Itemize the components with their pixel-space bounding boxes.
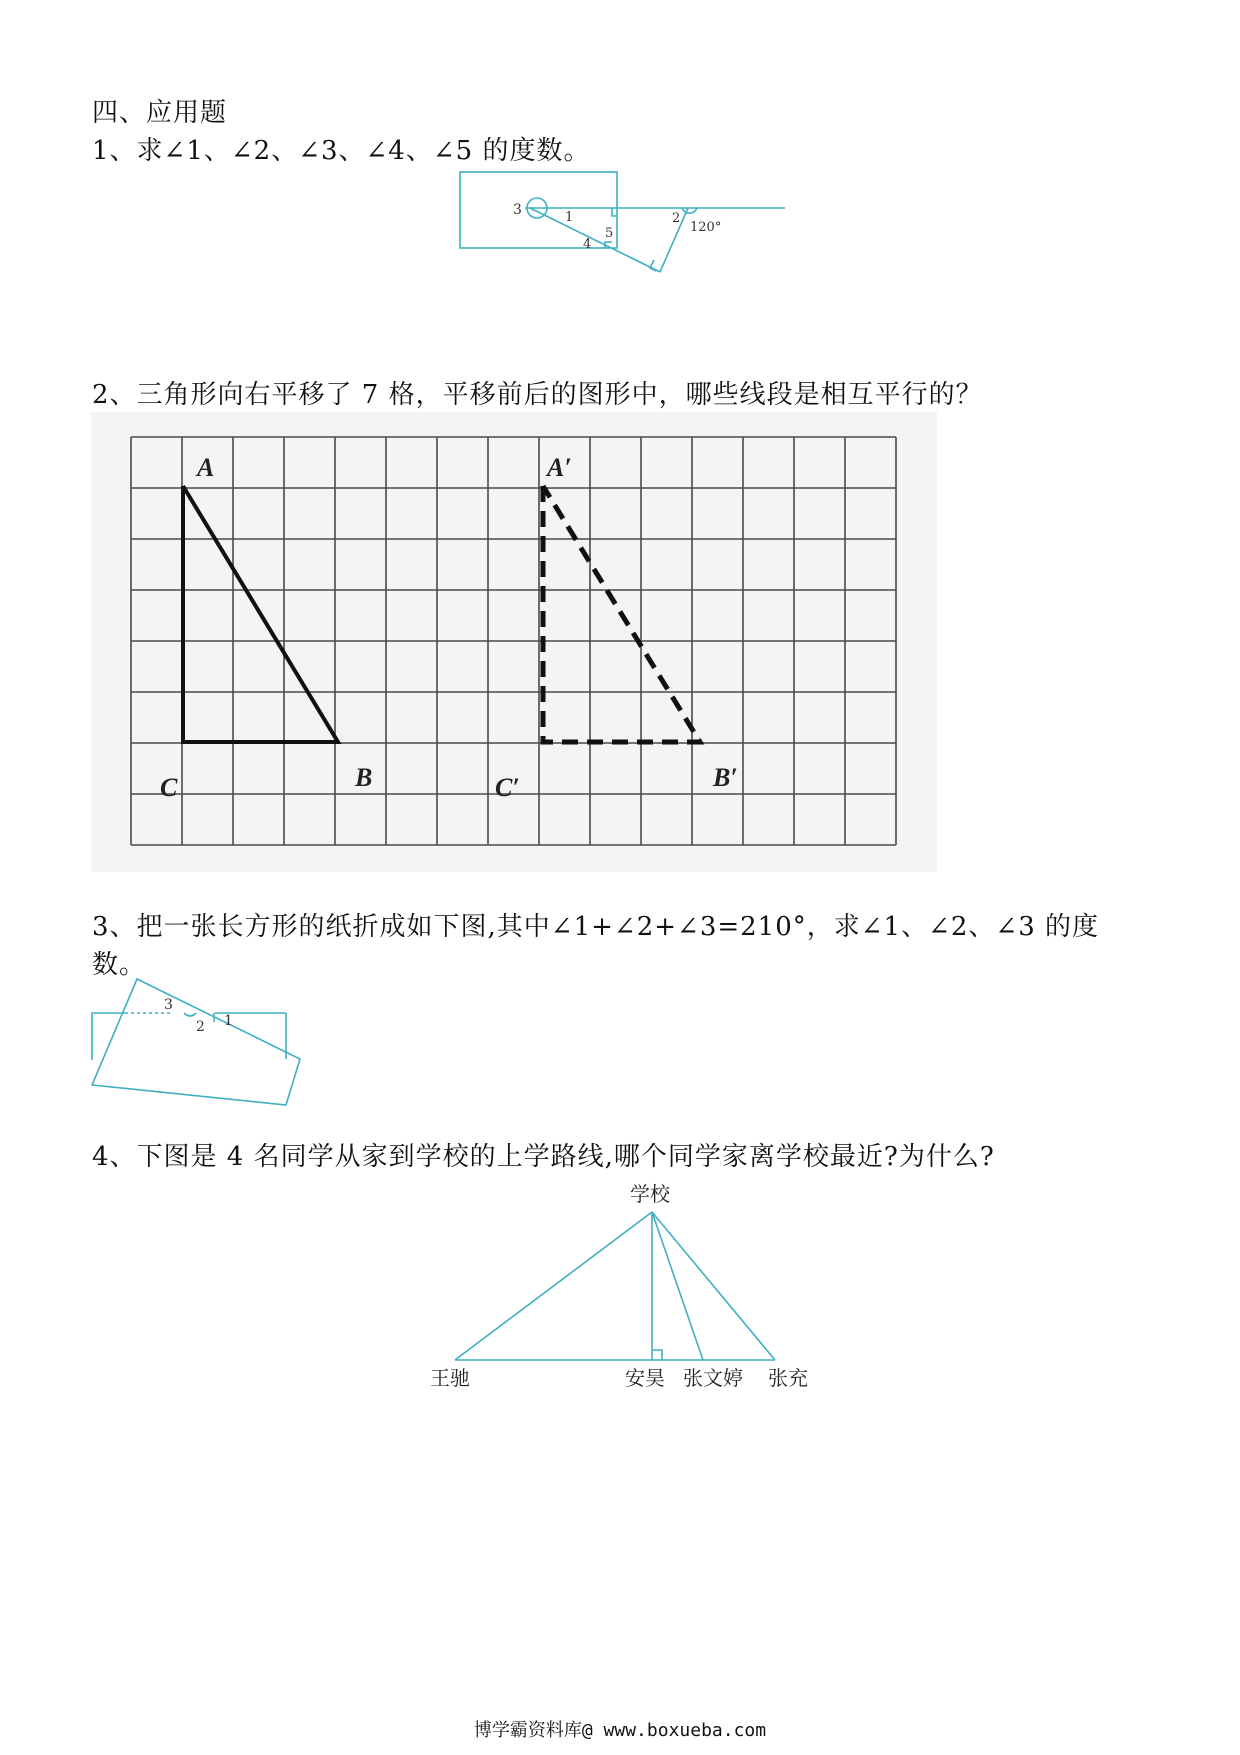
question-2-figure — [0, 412, 1240, 872]
q2-grid-background — [91, 412, 937, 872]
q4-label-zwt: 张文婷 — [683, 1366, 743, 1390]
q1-label-5: 5 — [605, 226, 614, 241]
q4-route-zc — [652, 1212, 775, 1360]
q2-label-a-prime: A′ — [547, 453, 572, 482]
q4-label-school: 学校 — [630, 1182, 670, 1206]
question-4-text: 4、下图是 4 名同学从家到学校的上学路线,哪个同学家离学校最近?为什么? — [92, 1142, 995, 1172]
q1-label-1: 1 — [565, 210, 574, 225]
q3-angle-arc — [184, 1013, 196, 1016]
q1-diagonal-line — [530, 208, 660, 272]
q4-label-an: 安昊 — [625, 1366, 665, 1390]
q2-label-a: A — [197, 453, 215, 482]
q3-label-1: 1 — [224, 1013, 233, 1029]
question-3-text-line2: 数。 — [92, 950, 147, 980]
question-3-text-line1: 3、把一张长方形的纸折成如下图,其中∠1+∠2+∠3=210°，求∠1、∠2、∠3 的度 — [92, 912, 1100, 942]
q4-route-wang — [455, 1212, 652, 1360]
question-2-text: 2、三角形向右平移了 7 格，平移前后的图形中，哪些线段是相互平行的？ — [92, 380, 983, 410]
question-4-figure — [0, 1175, 1240, 1395]
q4-label-wang: 王驰 — [430, 1366, 470, 1390]
q3-label-2: 2 — [196, 1019, 205, 1035]
q1-label-4: 4 — [583, 237, 592, 252]
question-1-text: 1、求∠1、∠2、∠3、∠4、∠5 的度数。 — [92, 136, 591, 166]
q4-label-zc: 张充 — [768, 1366, 808, 1390]
q2-label-c: C — [160, 773, 178, 802]
question-1-figure — [0, 160, 1240, 300]
q4-right-angle-mark — [652, 1350, 662, 1360]
q3-label-3: 3 — [164, 997, 173, 1013]
q2-label-b: B — [355, 763, 373, 792]
q2-label-b-prime: B′ — [713, 763, 738, 792]
q4-route-zwt — [652, 1212, 703, 1360]
q1-label-3: 3 — [513, 202, 522, 218]
section-title: 四、应用题 — [92, 98, 228, 128]
q3-folded-part — [92, 979, 300, 1105]
q1-rectangle — [460, 172, 617, 248]
q2-label-c-prime: C′ — [495, 773, 520, 802]
question-3-figure — [0, 975, 1240, 1115]
q1-label-120: 120° — [690, 220, 722, 235]
footer-source: 博学霸资料库@ www.boxueba.com — [473, 1720, 767, 1741]
q1-label-2: 2 — [672, 211, 681, 226]
